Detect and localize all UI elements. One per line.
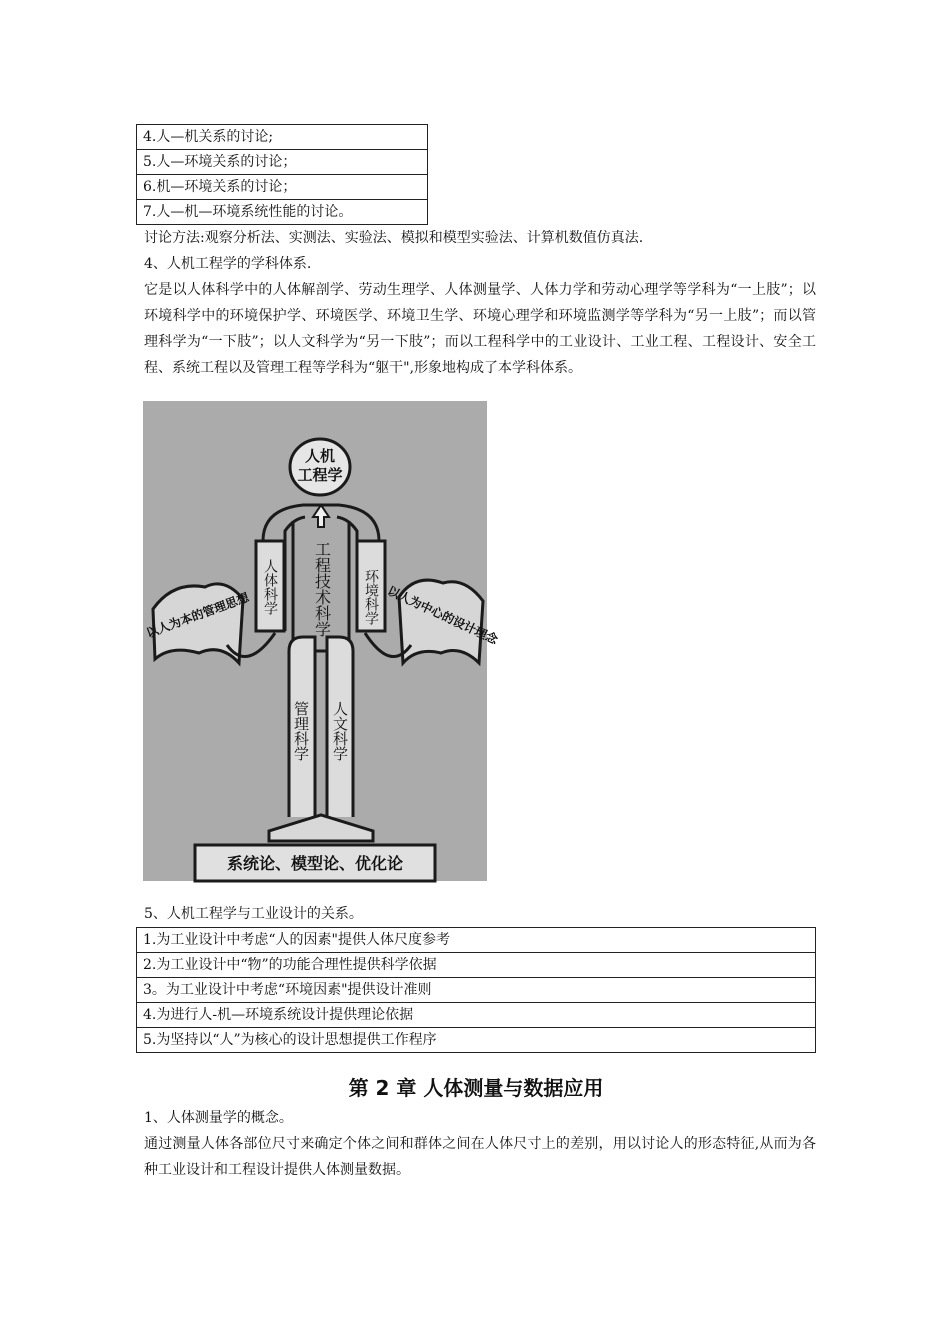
body-diagram xyxy=(143,401,501,881)
right-leg-label: 人文科学 xyxy=(331,701,349,761)
table-row xyxy=(137,978,816,1003)
discussion-table xyxy=(136,124,428,225)
head-label-2: 工程学 xyxy=(297,466,343,484)
base-label: 系统论、模型论、优化论 xyxy=(226,854,404,873)
table-cell: 6.机—环境关系的讨论； xyxy=(137,175,428,200)
table-cell: 3。为工业设计中考虑“环境因素"提供设计准则 xyxy=(137,978,816,1003)
methods-line: 讨论方法:观察分析法、实测法、实验法、模拟和模型实验法、计算机数值仿真法. xyxy=(144,230,644,246)
table-row xyxy=(137,125,428,150)
right-arm-label: 环境科学 xyxy=(363,569,379,625)
left-book-label: 以人为本的管理思想 xyxy=(144,590,251,641)
head-label-1: 人机 xyxy=(304,447,336,465)
ch2-section1-heading: 1、人体测量学的概念。 xyxy=(144,1110,293,1126)
document-page xyxy=(136,124,816,1183)
table-row xyxy=(137,200,428,225)
section4-body: 它是以人体科学中的人体解剖学、劳动生理学、人体测量学、人体力学和劳动心理学等学科为“一上肢”；以环境科学中的环境保护学、环境医学、环境卫生学、环境心理学和环境监测学等学科为“另一上肢”；而以管理科学为“一下肢”；以人文科学为“另一下肢”；而以工程科学中的工业设计、工业工程、工程设计、安全工程、系统工程以及管理工程等学科为“躯干",形象地构成了本学科体系。 xyxy=(144,282,816,376)
table-row xyxy=(137,1003,816,1028)
section5-heading: 5、人机工程学与工业设计的关系。 xyxy=(144,906,363,922)
table-cell: 5.为坚持以“人”为核心的设计思想提供工作程序 xyxy=(137,1028,816,1053)
table-cell: 4.为进行人-机—环境系统设计提供理论依据 xyxy=(137,1003,816,1028)
table-cell: 5.人—环境关系的讨论； xyxy=(137,150,428,175)
table-row xyxy=(137,928,816,953)
table-cell: 7.人—机—环境系统性能的讨论。 xyxy=(137,200,428,225)
left-arm-label: 人体科学 xyxy=(262,559,278,615)
ch2-section1-body: 通过测量人体各部位尺寸来确定个体之间和群体之间在人体尺寸上的差别，用以讨论人的形态特征,从而为各种工业设计和工程设计提供人体测量数据。 xyxy=(144,1136,816,1178)
table-row xyxy=(137,953,816,978)
section4-heading: 4、人机工程学的学科体系. xyxy=(144,256,312,272)
torso-label: 工程技术科学 xyxy=(312,541,332,637)
table-row xyxy=(137,1028,816,1053)
table-cell: 2.为工业设计中“物”的功能合理性提供科学依据 xyxy=(137,953,816,978)
relation-table xyxy=(136,927,816,1053)
chapter-title: 第 2 章 人体测量与数据应用 xyxy=(348,1076,604,1100)
right-book-label: 以人为中心的设计理念 xyxy=(385,583,501,648)
discipline-system-figure xyxy=(143,401,501,881)
table-row xyxy=(137,150,428,175)
left-leg-label: 管理科学 xyxy=(292,701,310,761)
table-cell: 1.为工业设计中考虑“人的因素"提供人体尺度参考 xyxy=(137,928,816,953)
table-row xyxy=(137,175,428,200)
table-cell: 4.人—机关系的讨论; xyxy=(137,125,428,150)
